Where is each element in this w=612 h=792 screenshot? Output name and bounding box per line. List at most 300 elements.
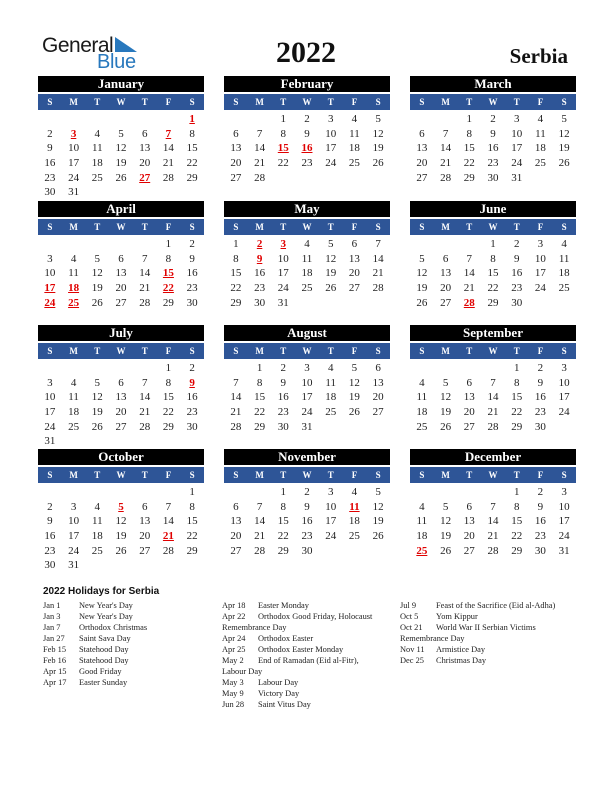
day-cell: 10 [511,127,523,140]
day-cell: 24 [325,530,337,543]
day-cell: 28 [254,171,266,184]
weekday-label: S [233,97,239,107]
holiday-column [400,600,580,666]
weekday-label: F [165,346,172,356]
weekday-header [410,343,576,359]
day-cell: 10 [68,142,80,155]
day-cell: 29 [230,296,242,309]
day-cell: 30 [44,559,56,572]
day-cell: 11 [416,515,428,528]
day-cell: 7 [141,376,148,389]
weekday-header [224,94,390,110]
day-cell: 18 [301,267,313,280]
day-grid [410,237,576,310]
day-cell: 2 [189,238,195,250]
day-cell: 24 [558,530,570,543]
day-cell: 29 [487,296,499,309]
day-cell: 29 [186,544,198,557]
day-cell: 19 [91,406,103,419]
holiday-row [400,600,580,611]
month-august [224,325,390,434]
day-cell: 27 [348,282,360,295]
day-cell: 14 [372,252,384,265]
day-cell: 12 [348,376,360,389]
weekday-label: M [441,222,450,232]
day-cell: 13 [463,391,475,404]
day-cell: 22 [277,530,289,543]
day-cell: 20 [115,406,127,419]
day-cell: 13 [115,391,127,404]
holiday-row [43,622,213,633]
logo-text-general: General [42,34,114,57]
day-cell: 23 [487,157,499,170]
weekday-label: F [537,97,544,107]
day-cell: 14 [254,515,266,528]
month-name: April [38,201,204,219]
day-cell: 16 [511,267,523,280]
holiday-name: Victory Day [258,689,300,698]
day-cell: 25 [301,282,313,295]
weekday-label: S [561,97,567,107]
weekday-label: W [488,470,498,480]
weekday-label: T [141,222,148,232]
holiday-name: New Year's Day [79,612,133,621]
empty-cell [85,485,109,500]
empty-cell [62,485,86,500]
day-cell: 23 [534,406,546,419]
day-cell: 1 [256,362,263,374]
day-cell: 17 [511,142,523,155]
day-cell: 14 [162,515,174,528]
day-cell: 13 [139,515,151,528]
empty-cell [224,485,248,500]
day-cell: 26 [440,420,452,433]
weekday-label: S [233,346,239,356]
holiday-name: Easter Sunday [79,678,128,687]
day-cell: 7 [233,376,239,389]
day-cell: 26 [440,544,452,557]
empty-cell [410,237,434,252]
day-cell: 29 [186,171,198,184]
weekday-header [38,343,204,359]
month-may [224,201,390,310]
day-cell: 21 [162,157,174,170]
day-cell: 28 [440,171,452,184]
holiday-row [400,644,580,655]
weekday-label: M [255,470,264,480]
day-cell: 30 [487,171,499,184]
day-cell: 14 [162,142,174,155]
day-cell: 11 [91,142,103,155]
day-cell: 19 [372,142,384,155]
empty-cell [457,361,481,376]
holiday-date: Apr 17 [43,678,67,687]
holiday-row [222,644,397,655]
country-name: Serbia [509,44,568,68]
day-cell: 22 [511,406,523,419]
day-cell: 28 [139,420,151,433]
day-cell: 13 [115,267,127,280]
day-cell: 11 [301,252,313,265]
holiday-day-cell: 22 [162,282,174,295]
day-cell: 21 [440,157,452,170]
empty-cell [157,112,181,127]
day-cell: 8 [513,376,520,389]
day-cell: 8 [189,500,195,513]
day-cell: 25 [534,157,546,170]
holiday-day-cell: 2 [256,238,263,250]
day-cell: 11 [325,376,336,389]
holiday-column [222,600,397,710]
day-cell: 20 [416,157,428,170]
day-cell: 20 [372,391,384,404]
holiday-name-continued: Remembrance Day [222,623,287,632]
day-cell: 4 [419,500,425,513]
holiday-name: Labour Day [258,678,299,687]
day-cell: 14 [487,515,499,528]
day-cell: 13 [416,142,428,155]
day-cell: 8 [189,127,195,140]
day-grid [38,112,204,200]
empty-cell [410,361,434,376]
day-cell: 27 [230,171,242,184]
weekday-label: S [419,346,425,356]
month-name: July [38,325,204,343]
day-cell: 17 [325,515,337,528]
day-cell: 21 [372,267,384,280]
day-cell: 8 [513,500,520,513]
weekday-label: T [141,346,148,356]
day-cell: 11 [535,127,546,140]
holiday-name-continued: Remembrance Day [400,634,465,643]
weekday-label: T [94,346,101,356]
day-cell: 16 [186,267,198,280]
holiday-row [43,644,213,655]
day-cell: 3 [513,113,520,125]
empty-cell [38,361,62,376]
day-grid [410,485,576,558]
empty-cell [133,361,157,376]
weekday-label: T [141,97,148,107]
empty-cell [457,237,481,252]
day-cell: 6 [118,252,124,265]
holiday-day-cell: 16 [301,142,313,155]
day-cell: 7 [256,127,263,140]
day-cell: 3 [561,486,567,498]
day-cell: 31 [44,435,56,448]
weekday-label: M [441,346,450,356]
holiday-row [222,655,397,666]
day-cell: 3 [327,113,334,125]
day-cell: 28 [162,171,174,184]
holiday-name: World War II Serbian Victims [436,623,536,632]
day-cell: 19 [440,406,452,419]
day-cell: 21 [487,530,499,543]
day-cell: 4 [351,486,358,498]
day-cell: 15 [186,142,198,155]
day-cell: 31 [558,544,570,557]
day-cell: 10 [534,252,546,265]
day-cell: 31 [277,296,289,309]
holiday-day-cell: 15 [277,142,289,155]
weekday-label: W [488,346,498,356]
day-cell: 11 [68,267,79,280]
weekday-label: F [537,470,544,480]
day-cell: 21 [487,406,499,419]
day-cell: 4 [94,127,101,140]
day-cell: 24 [44,420,56,433]
holiday-day-cell: 18 [68,282,80,295]
day-cell: 8 [165,376,172,389]
day-cell: 23 [301,530,313,543]
weekday-label: W [116,97,126,107]
weekday-label: F [165,97,172,107]
day-cell: 8 [280,127,287,140]
day-cell: 10 [44,391,56,404]
weekday-header [410,467,576,483]
day-cell: 17 [558,391,570,404]
empty-cell [481,361,505,376]
day-cell: 12 [115,515,127,528]
day-cell: 25 [348,530,360,543]
holiday-row [43,611,213,622]
holiday-row [222,600,397,611]
day-cell: 18 [91,157,103,170]
holiday-row [400,611,580,622]
day-cell: 23 [301,157,313,170]
holiday-day-cell: 15 [162,267,174,280]
empty-cell [62,361,86,376]
empty-cell [248,112,272,127]
day-cell: 3 [70,500,77,513]
day-cell: 21 [463,282,475,295]
day-cell: 1 [189,486,195,498]
day-cell: 3 [537,238,544,250]
day-cell: 29 [254,420,266,433]
day-grid [224,112,390,185]
day-cell: 13 [463,515,475,528]
day-cell: 28 [372,282,384,295]
day-cell: 24 [511,157,523,170]
day-cell: 15 [487,267,499,280]
holiday-name: New Year's Day [79,601,133,610]
holiday-name: Statehood Day [79,656,129,665]
day-cell: 2 [537,362,544,374]
empty-cell [457,485,481,500]
weekday-label: F [537,222,544,232]
day-cell: 22 [463,157,475,170]
weekday-header [38,467,204,483]
day-cell: 23 [186,282,198,295]
holiday-date: Apr 24 [222,634,246,643]
day-cell: 5 [561,113,567,125]
day-cell: 12 [372,127,384,140]
day-cell: 16 [534,515,546,528]
page-title-year: 2022 [276,36,336,69]
month-march [410,76,576,185]
month-april [38,201,204,310]
day-grid [224,485,390,558]
empty-cell [410,112,434,127]
holiday-day-cell: 1 [189,113,195,125]
weekday-label: T [327,222,334,232]
day-cell: 30 [186,296,198,309]
day-cell: 14 [487,391,499,404]
day-cell: 28 [487,420,499,433]
day-cell: 27 [463,420,475,433]
day-cell: 20 [115,282,127,295]
weekday-label: S [561,346,567,356]
day-cell: 14 [230,391,242,404]
month-december [410,449,576,558]
day-cell: 5 [351,362,358,374]
holiday-name: Good Friday [79,667,122,676]
holiday-day-cell: 21 [162,530,174,543]
day-cell: 26 [91,420,103,433]
empty-cell [85,237,109,252]
holiday-name: Christmas Day [436,656,487,665]
day-cell: 31 [68,559,80,572]
day-cell: 5 [375,113,381,125]
weekday-label: T [466,470,473,480]
month-name: May [224,201,390,219]
month-july [38,325,204,449]
empty-cell [410,485,434,500]
empty-cell [434,112,458,127]
day-cell: 27 [463,544,475,557]
day-cell: 22 [186,530,198,543]
weekday-label: F [537,346,544,356]
weekday-header [224,219,390,235]
day-cell: 22 [277,157,289,170]
weekday-header [224,343,390,359]
day-cell: 17 [558,515,570,528]
weekday-label: T [280,97,287,107]
weekday-label: W [116,470,126,480]
day-grid [224,237,390,310]
day-cell: 23 [534,530,546,543]
day-cell: 3 [47,252,53,265]
day-cell: 24 [68,171,80,184]
holiday-date: Jan 7 [43,623,61,632]
day-cell: 2 [304,113,310,125]
weekday-label: F [351,346,358,356]
day-cell: 9 [513,252,520,265]
day-cell: 20 [348,267,360,280]
holiday-row [222,677,397,688]
day-cell: 14 [440,142,452,155]
day-cell: 30 [254,296,266,309]
weekday-label: S [189,97,195,107]
holiday-row [400,655,580,666]
day-cell: 16 [186,391,198,404]
month-name: January [38,76,204,94]
day-cell: 24 [325,157,337,170]
day-cell: 20 [463,530,475,543]
day-cell: 26 [115,171,127,184]
day-cell: 20 [230,157,242,170]
day-cell: 29 [511,544,523,557]
day-cell: 21 [139,282,151,295]
holiday-name: Orthodox Good Friday, Holocaust [258,612,373,621]
day-grid [38,485,204,573]
weekday-label: M [441,97,450,107]
day-cell: 22 [487,282,499,295]
day-cell: 2 [280,362,287,374]
day-cell: 10 [558,376,570,389]
day-cell: 13 [440,267,452,280]
empty-cell [224,112,248,127]
day-cell: 26 [372,157,384,170]
day-cell: 19 [372,515,384,528]
day-cell: 14 [139,267,151,280]
day-cell: 6 [466,376,473,389]
holiday-date: Oct 21 [400,623,423,632]
weekday-label: F [165,222,172,232]
day-cell: 5 [327,238,334,250]
day-cell: 2 [513,238,520,250]
weekday-label: M [69,346,78,356]
day-cell: 7 [490,500,496,513]
logo-text-blue: Blue [97,51,136,73]
day-cell: 9 [189,252,195,265]
weekday-label: F [351,97,358,107]
day-cell: 15 [186,515,198,528]
day-cell: 14 [139,391,151,404]
weekday-label: W [302,346,312,356]
day-cell: 22 [230,282,242,295]
day-cell: 5 [442,500,449,513]
day-cell: 4 [327,362,334,374]
day-cell: 26 [91,296,103,309]
weekday-header [38,94,204,110]
day-cell: 6 [351,238,358,250]
empty-cell [109,237,133,252]
holiday-name-continued: Labour Day [222,667,263,676]
day-cell: 16 [277,391,289,404]
weekday-label: T [513,97,520,107]
day-cell: 18 [416,530,428,543]
day-cell: 4 [94,500,101,513]
day-cell: 4 [70,252,77,265]
day-cell: 29 [277,544,289,557]
day-cell: 3 [327,486,334,498]
day-cell: 6 [118,376,124,389]
day-cell: 14 [463,267,475,280]
day-cell: 9 [490,127,496,140]
holidays-title: 2022 Holidays for Serbia [43,586,160,597]
weekday-label: S [419,97,425,107]
month-september [410,325,576,434]
holiday-date: Dec 25 [400,656,424,665]
day-cell: 23 [44,171,56,184]
day-cell: 7 [256,500,263,513]
day-cell: 25 [91,544,103,557]
day-cell: 18 [558,267,570,280]
month-january [38,76,204,200]
day-cell: 4 [561,238,567,250]
holiday-day-cell: 11 [349,500,360,513]
day-cell: 23 [511,282,523,295]
weekday-label: S [375,222,381,232]
weekday-label: W [488,222,498,232]
day-cell: 1 [280,113,287,125]
day-cell: 18 [68,406,80,419]
weekday-label: T [513,346,520,356]
day-cell: 22 [186,157,198,170]
weekday-label: T [280,470,287,480]
empty-cell [85,361,109,376]
